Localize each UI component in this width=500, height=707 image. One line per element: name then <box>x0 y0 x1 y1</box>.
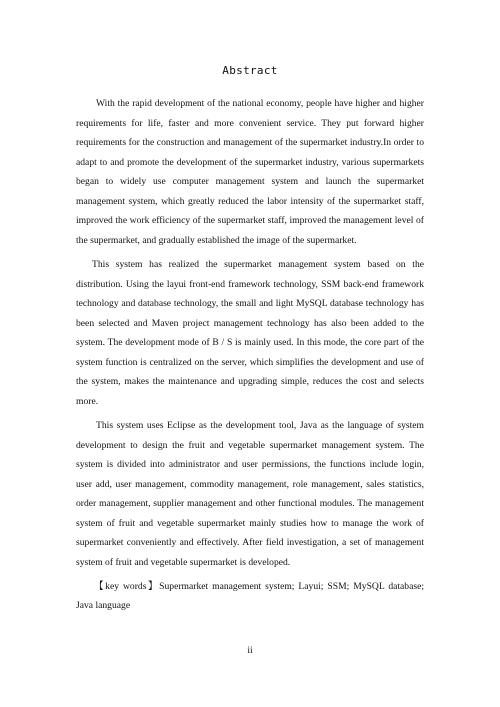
keywords-line <box>76 577 424 615</box>
keywords-text: Supermarket management system; Layui; SSM; MySQL database; Java language <box>76 581 425 611</box>
abstract-paragraph-3: This system uses Eclipse as the development tool, Java as the language of system development to design the fruit and vegetable supermarket management system. The system is divided into administrator and user permissions, the functions include login, user add, user management, commodity management, role management, sales statistics, order management, supplier management and other functional modules. The management system of fruit and vegetable supermarket mainly studies how to manage the work of supermarket conveniently and effectively. After field investigation, a set of management system of fruit and vegetable supermarket is developed. <box>76 420 424 568</box>
keywords-label: 【key words】 <box>94 581 160 592</box>
page-number: ii <box>247 646 253 656</box>
abstract-paragraph-1: With the rapid development of the national economy, people have higher and higher requirements for life, faster and more convenient service. They put forward higher requirements for the construction and management of the supermarket industry.In order to adapt to and promote the development of the supermarket industry, various supermarkets began to widely use computer management system and launch the supermarket management system, which greatly reduced the labor intensity of the supermarket staff, improved the work efficiency of the supermarket staff, improved the management level of the supermarket, and gradually established the image of the supermarket. <box>76 98 424 246</box>
abstract-paragraph-2: This system has realized the supermarket management system based on the distribution. Using the layui front-end framework technology, SSM back-end framework technology and database technology, the small and light MySQL database technology has been selected and Maven project management technology has also been added to the system. The development mode of B / S is mainly used. In this mode, the core part of the system function is centralized on the server, which simplifies the development and use of the system, makes the maintenance and upgrading simple, reduces the cost and selects more. <box>76 259 424 407</box>
abstract-title: Abstract <box>222 64 278 77</box>
abstract-body <box>76 94 424 620</box>
